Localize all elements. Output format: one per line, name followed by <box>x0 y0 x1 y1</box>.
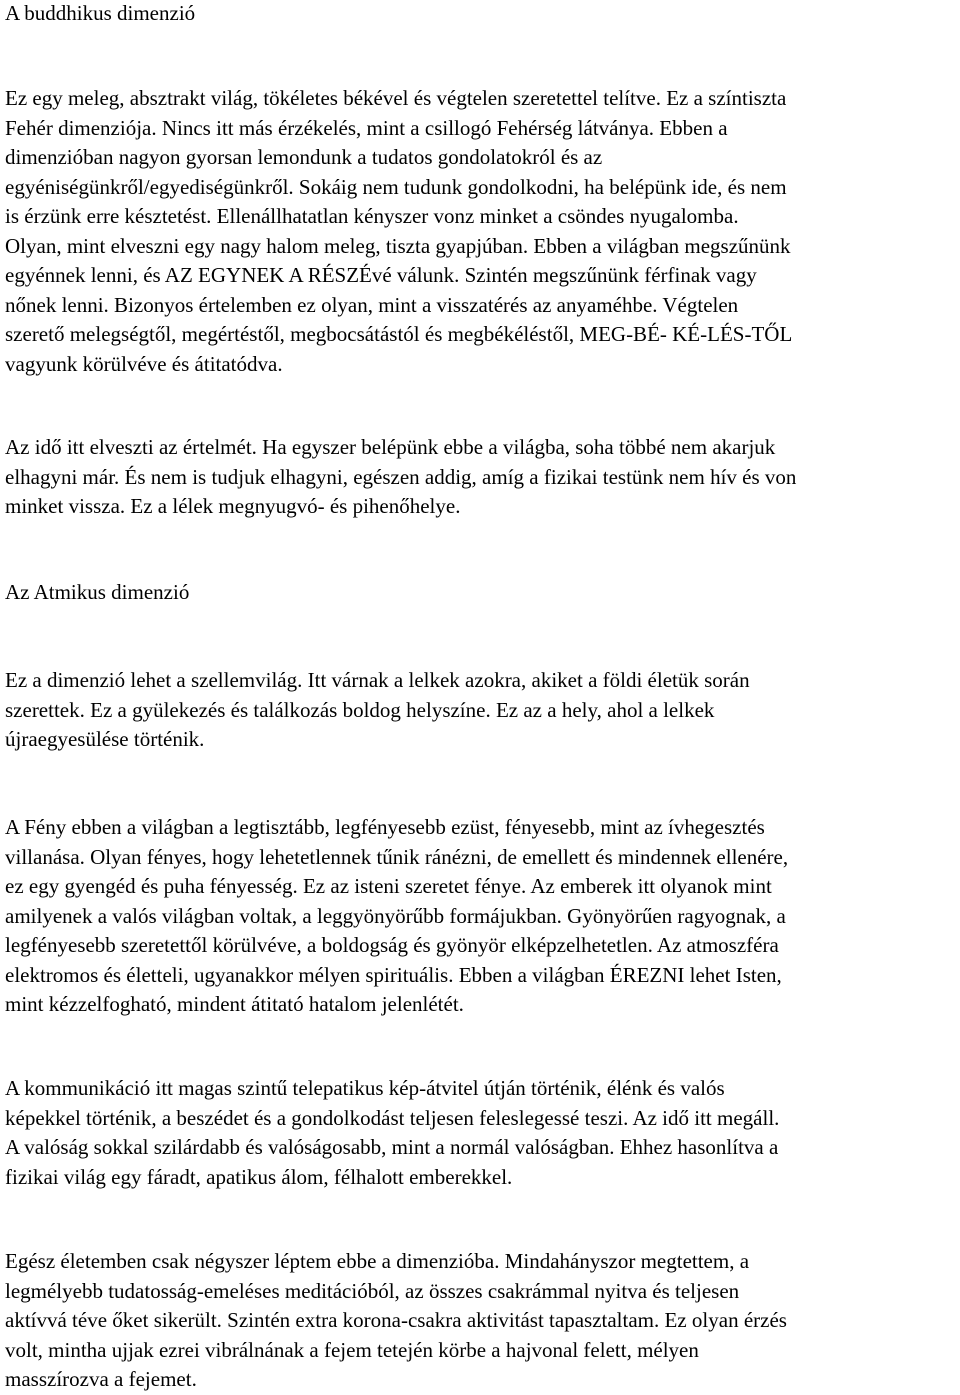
text-line: villanása. Olyan fényes, hogy lehetetlennek tűnik ránézni, de emellett és mindennek ellenére, <box>5 844 789 869</box>
text-line: masszírozva a fejemet. <box>5 1367 197 1391</box>
paragraph-atmic-4 <box>5 1247 953 1395</box>
text-line: A kommunikáció itt magas szintű telepatikus kép-átvitel útján történik, élénk és valós <box>5 1076 725 1100</box>
text-line: elektromos és életteli, ugyanakkor mélyen spirituális. Ebben a világban ÉREZNI lehet Isten, <box>5 962 782 987</box>
text-line: legfényesebb szeretettől körülvéve, a boldogság és gyönyör elképzelhetetlen. Az atmoszféra <box>5 933 779 957</box>
text-line: ez egy gyengéd és puha fényesség. Ez az isteni szeretet fénye. Az emberek itt olyanok mint <box>5 874 772 898</box>
section-title-buddhic: A buddhikus dimenzió <box>5 1 196 25</box>
text-line: elhagyni már. És nem is tudjuk elhagyni, egészen addig, amíg a fizikai testünk nem hív és von <box>5 464 797 489</box>
text-line: egyéniségünkről/egyediségünkről. Sokáig nem tudunk gondolkodni, ha belépünk ide, és nem <box>5 174 787 199</box>
text-line: szerető melegségtől, megértéstől, megbocsátástól és megbékéléstől, MEG-BÉ- KÉ-LÉS-TŐL <box>5 322 793 346</box>
text-line: A valóság sokkal szilárdabb és valóságosabb, mint a normál valóságban. Ehhez hasonlítva a <box>5 1135 779 1159</box>
text-line: amilyenek a valós világban voltak, a leggyönyörűbb formájukban. Gyönyörűen ragyognak, a <box>5 903 786 928</box>
text-line: Olyan, mint elveszni egy nagy halom meleg, tiszta gyapjúban. Ebben a világban megszűnünk <box>5 233 791 258</box>
text-line: dimenzióban nagyon gyorsan lemondunk a tudatos gondolatokról és az <box>5 145 603 169</box>
text-line: Fehér dimenziója. Nincs itt más érzékelés, mint a csillogó Fehérség látványa. Ebben a <box>5 115 728 140</box>
paragraph-atmic-3 <box>5 1074 953 1192</box>
paragraph-atmic-2 <box>5 813 953 1020</box>
text-line: volt, mintha ujjak ezrei vibrálnának a fejem tetején körbe a hajvonal felett, mélyen <box>5 1337 699 1362</box>
paragraph-atmic-1 <box>5 666 953 755</box>
text-line: vagyunk körülvéve és átitatódva. <box>5 351 283 376</box>
text-line: legmélyebb tudatosság-emeléses meditációból, az összes csakrámmal nyitva és teljesen <box>5 1278 740 1303</box>
paragraph-buddhic-1 <box>5 84 953 379</box>
text-line: újraegyesülése történik. <box>5 727 205 751</box>
text-line: Egész életemben csak négyszer léptem ebbe a dimenzióba. Mindahányszor megtettem, a <box>5 1249 750 1273</box>
text-line: egyénnek lenni, és AZ EGYNEK A RÉSZÉvé válunk. Szintén megszűnünk férfinak vagy <box>5 263 757 287</box>
text-line: Az idő itt elveszti az értelmét. Ha egyszer belépünk ebbe a világba, soha többé nem akarjuk <box>5 435 776 459</box>
text-line: képekkel történik, a beszédet és a gondolkodást teljesen feleslegessé teszi. Az idő itt megáll. <box>5 1105 780 1130</box>
text-line: Ez egy meleg, absztrakt világ, tökéletes békével és végtelen szeretettel telítve. Ez a színtiszta <box>5 86 787 110</box>
text-line: aktívvá téve őket sikerült. Szintén extra korona-csakra aktivitást tapasztaltam. Ez olyan érzés <box>5 1308 787 1332</box>
text-line: szerettek. Ez a gyülekezés és találkozás boldog helyszíne. Ez az a hely, ahol a lelkek <box>5 697 715 722</box>
text-line: mint kézzelfogható, mindent átitató hatalom jelenlétét. <box>5 992 464 1016</box>
section-title-atmic: Az Atmikus dimenzió <box>5 580 190 604</box>
text-line: Ez a dimenzió lehet a szellemvilág. Itt várnak a lelkek azokra, akiket a földi életük során <box>5 668 750 692</box>
text-line: A Fény ebben a világban a legtisztább, legfényesebb ezüst, fényesebb, mint az ívhegesztés <box>5 815 765 839</box>
paragraph-buddhic-2 <box>5 433 953 522</box>
text-line: is érzünk erre késztetést. Ellenállhatatlan kényszer vonz minket a csöndes nyugalomba. <box>5 204 739 228</box>
text-line: fizikai világ egy fáradt, apatikus álom, félhalott emberekkel. <box>5 1164 513 1189</box>
text-line: minket vissza. Ez a lélek megnyugvó- és pihenőhelye. <box>5 494 461 518</box>
text-line: nőnek lenni. Bizonyos értelemben ez olyan, mint a visszatérés az anyaméhbe. Végtelen <box>5 292 739 317</box>
